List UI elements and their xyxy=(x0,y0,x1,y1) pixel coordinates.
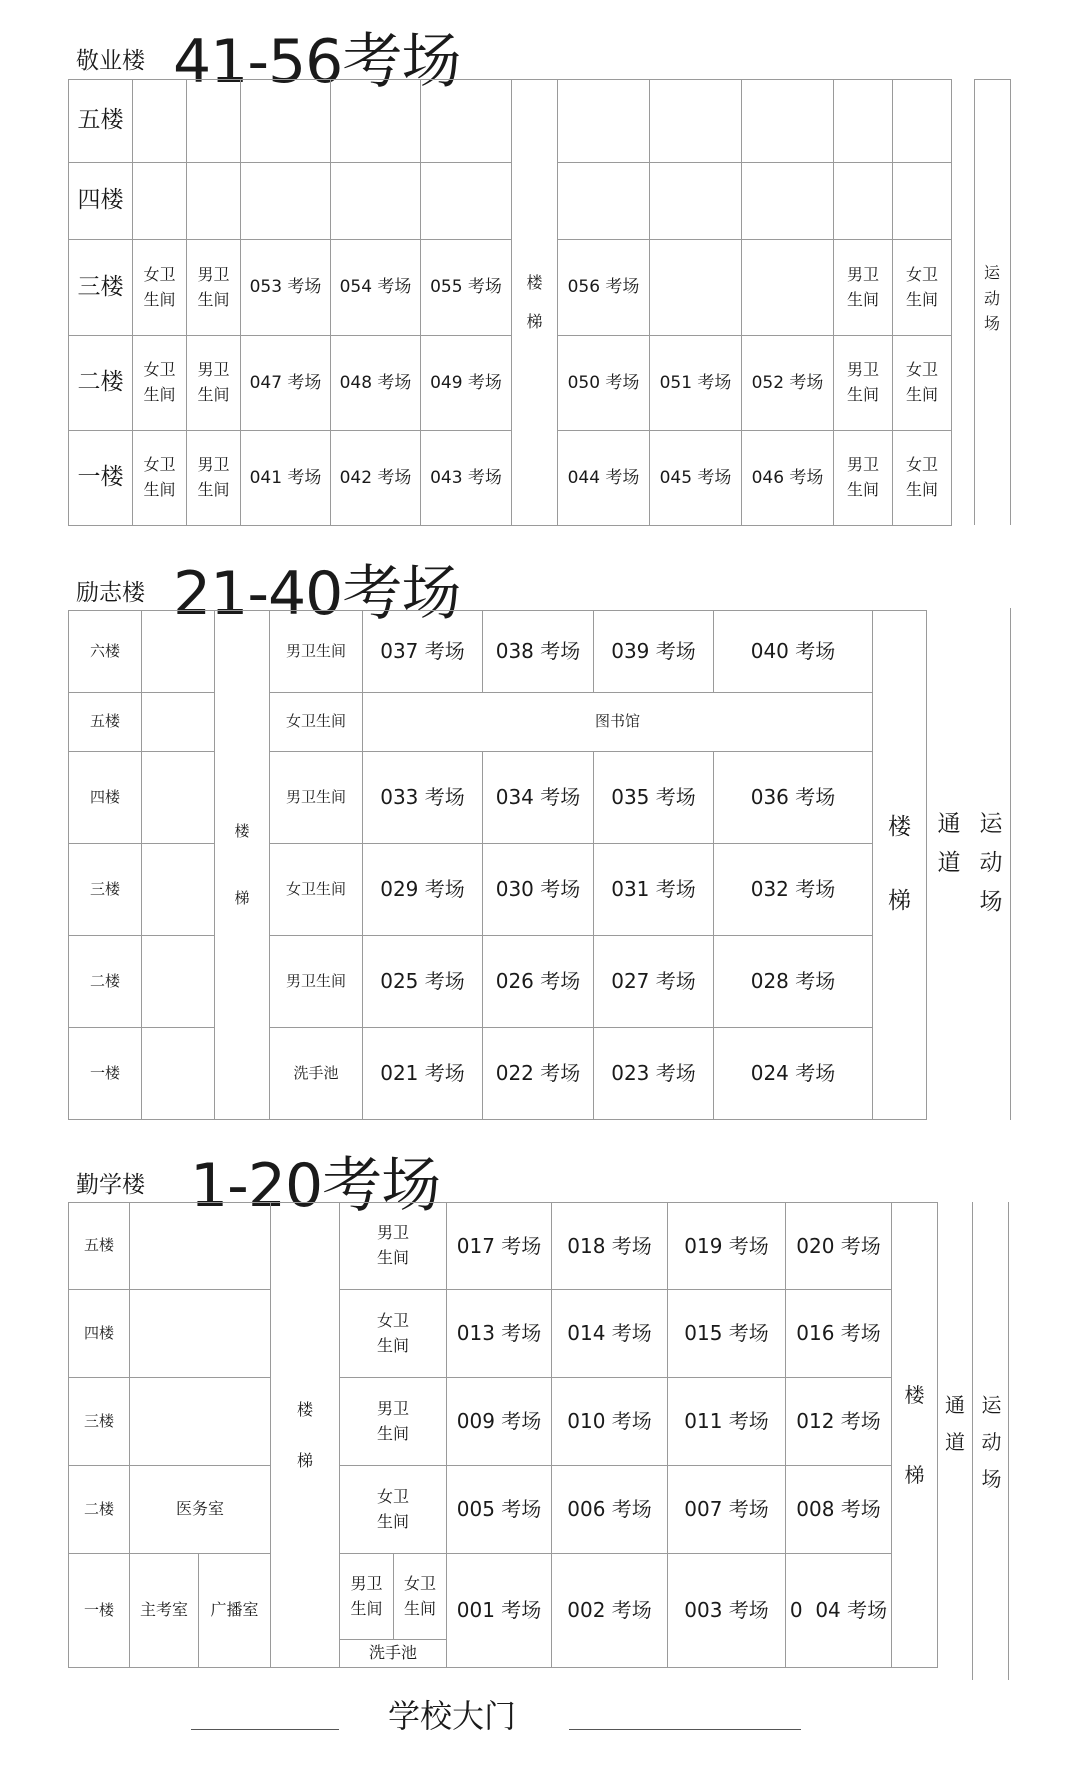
exam-room: 044 考场 xyxy=(558,431,650,526)
exam-room: 042 考场 xyxy=(331,431,421,526)
sink: 洗手池 xyxy=(270,1028,363,1120)
building-name-jingye: 敬业楼 xyxy=(76,48,145,74)
floor-label: 五楼 xyxy=(69,1203,130,1290)
exam-range-lizhi: 21-40考场 xyxy=(173,559,461,629)
exam-room: 033 考场 xyxy=(363,752,483,844)
exam-room: 032 考场 xyxy=(714,844,873,936)
exam-room: 037 考场 xyxy=(363,611,483,693)
exam-room: 035 考场 xyxy=(594,752,714,844)
exam-room: 054 考场 xyxy=(331,240,421,336)
exam-room: 056 考场 xyxy=(558,240,650,336)
restroom-female: 女卫 生间 xyxy=(893,336,952,431)
exam-room: 047 考场 xyxy=(241,336,331,431)
exam-room: 029 考场 xyxy=(363,844,483,936)
floor-label: 四楼 xyxy=(69,1290,130,1378)
floor-label: 二楼 xyxy=(69,336,133,431)
sports-field-label: 运 动 场 xyxy=(981,1393,1002,1491)
sports-field-label: 运 动 场 xyxy=(979,811,1003,916)
gate-line-left xyxy=(191,1729,339,1730)
exam-room: 018 考场 xyxy=(552,1203,668,1290)
floor-label: 五楼 xyxy=(69,693,142,752)
exam-room: 024 考场 xyxy=(714,1028,873,1120)
floor-label: 三楼 xyxy=(69,240,133,336)
exam-room: 031 考场 xyxy=(594,844,714,936)
building-name-lizhi: 励志楼 xyxy=(76,580,145,606)
exam-room: 019 考场 xyxy=(668,1203,786,1290)
passage-label: 通 道 xyxy=(945,1393,965,1454)
restroom-male: 男卫 生间 xyxy=(834,240,893,336)
restroom-female: 女卫生间 xyxy=(270,693,363,752)
exam-room: 005 考场 xyxy=(447,1466,552,1554)
floor-plan-jingye xyxy=(68,79,952,526)
restroom-male: 男卫生间 xyxy=(270,611,363,693)
restroom-male: 男卫 生间 xyxy=(187,431,241,526)
restroom-female: 女卫 生间 xyxy=(394,1554,447,1640)
exam-room: 003 考场 xyxy=(668,1554,786,1668)
exam-room: 043 考场 xyxy=(421,431,512,526)
restroom-female: 女卫 生间 xyxy=(340,1466,447,1554)
floor-label: 五楼 xyxy=(69,80,133,163)
exam-room: 022 考场 xyxy=(483,1028,594,1120)
school-gate-label: 学校大门 xyxy=(388,1697,517,1735)
restroom-female: 女卫 生间 xyxy=(133,431,187,526)
exam-room: 041 考场 xyxy=(241,431,331,526)
floor-label: 二楼 xyxy=(69,936,142,1028)
stairs: 楼 梯 xyxy=(512,80,558,526)
gate-line-right xyxy=(569,1729,801,1730)
sink: 洗手池 xyxy=(340,1640,447,1668)
exam-room: 013 考场 xyxy=(447,1290,552,1378)
exam-room: 006 考场 xyxy=(552,1466,668,1554)
exam-room: 007 考场 xyxy=(668,1466,786,1554)
exam-range-jingye: 41-56考场 xyxy=(173,27,461,97)
floor-label: 三楼 xyxy=(69,1378,130,1466)
exam-room: 020 考场 xyxy=(786,1203,892,1290)
restroom-female: 女卫 生间 xyxy=(893,240,952,336)
building-name-qinxue: 勤学楼 xyxy=(76,1172,145,1198)
restroom-female: 女卫 生间 xyxy=(133,240,187,336)
exam-room: 025 考场 xyxy=(363,936,483,1028)
exam-room: 011 考场 xyxy=(668,1378,786,1466)
exam-room: 048 考场 xyxy=(331,336,421,431)
exam-room: 052 考场 xyxy=(742,336,834,431)
floor-plan-lizhi xyxy=(68,610,927,1120)
restroom-male: 男卫 生间 xyxy=(340,1554,394,1640)
exam-range-qinxue: 1-20考场 xyxy=(190,1151,441,1221)
restroom-male: 男卫 生间 xyxy=(187,336,241,431)
restroom-female: 女卫 生间 xyxy=(893,431,952,526)
exam-room: 010 考场 xyxy=(552,1378,668,1466)
floor-label: 二楼 xyxy=(69,1466,130,1554)
clinic: 医务室 xyxy=(130,1466,271,1554)
exam-room: 021 考场 xyxy=(363,1028,483,1120)
exam-room: 027 考场 xyxy=(594,936,714,1028)
restroom-male: 男卫 生间 xyxy=(340,1203,447,1290)
exam-room: 023 考场 xyxy=(594,1028,714,1120)
exam-room: 053 考场 xyxy=(241,240,331,336)
exam-room: 050 考场 xyxy=(558,336,650,431)
floor-label: 三楼 xyxy=(69,844,142,936)
stairs: 楼 梯 xyxy=(215,611,270,1120)
stairs: 楼 梯 xyxy=(271,1203,340,1668)
exam-room: 040 考场 xyxy=(714,611,873,693)
exam-room: 014 考场 xyxy=(552,1290,668,1378)
floor-label: 四楼 xyxy=(69,163,133,240)
exam-room: 045 考场 xyxy=(650,431,742,526)
exam-room: 030 考场 xyxy=(483,844,594,936)
restroom-male: 男卫 生间 xyxy=(834,336,893,431)
floor-plan-qinxue xyxy=(68,1202,938,1668)
main-exam-room: 主考室 xyxy=(130,1554,199,1668)
exam-room: 0 04 考场 xyxy=(786,1554,892,1668)
exam-room: 051 考场 xyxy=(650,336,742,431)
restroom-female: 女卫 生间 xyxy=(340,1290,447,1378)
restroom-female: 女卫 生间 xyxy=(133,336,187,431)
exam-room: 039 考场 xyxy=(594,611,714,693)
broadcast-room: 广播室 xyxy=(199,1554,271,1668)
restroom-male: 男卫生间 xyxy=(270,752,363,844)
exam-room: 028 考场 xyxy=(714,936,873,1028)
exam-room: 036 考场 xyxy=(714,752,873,844)
exam-room: 016 考场 xyxy=(786,1290,892,1378)
exam-room: 034 考场 xyxy=(483,752,594,844)
exam-room: 009 考场 xyxy=(447,1378,552,1466)
stairs: 楼 梯 xyxy=(873,611,927,1120)
restroom-male: 男卫 生间 xyxy=(340,1378,447,1466)
floor-label: 六楼 xyxy=(69,611,142,693)
floor-label: 一楼 xyxy=(69,431,133,526)
floor-label: 一楼 xyxy=(69,1554,130,1668)
exam-room: 001 考场 xyxy=(447,1554,552,1668)
restroom-female: 女卫生间 xyxy=(270,844,363,936)
restroom-male: 男卫生间 xyxy=(270,936,363,1028)
exam-room: 015 考场 xyxy=(668,1290,786,1378)
restroom-male: 男卫 生间 xyxy=(834,431,893,526)
floor-label: 四楼 xyxy=(69,752,142,844)
exam-room: 008 考场 xyxy=(786,1466,892,1554)
exam-room: 038 考场 xyxy=(483,611,594,693)
exam-room: 055 考场 xyxy=(421,240,512,336)
library: 图书馆 xyxy=(363,693,873,752)
exam-room: 026 考场 xyxy=(483,936,594,1028)
passage-label: 通 道 xyxy=(937,811,961,877)
exam-room: 002 考场 xyxy=(552,1554,668,1668)
sports-field-label: 运 动 场 xyxy=(983,263,1000,334)
exam-room: 049 考场 xyxy=(421,336,512,431)
exam-room: 012 考场 xyxy=(786,1378,892,1466)
floor-label: 一楼 xyxy=(69,1028,142,1120)
exam-room: 017 考场 xyxy=(447,1203,552,1290)
exam-room: 046 考场 xyxy=(742,431,834,526)
restroom-male: 男卫 生间 xyxy=(187,240,241,336)
stairs: 楼 梯 xyxy=(892,1203,938,1668)
